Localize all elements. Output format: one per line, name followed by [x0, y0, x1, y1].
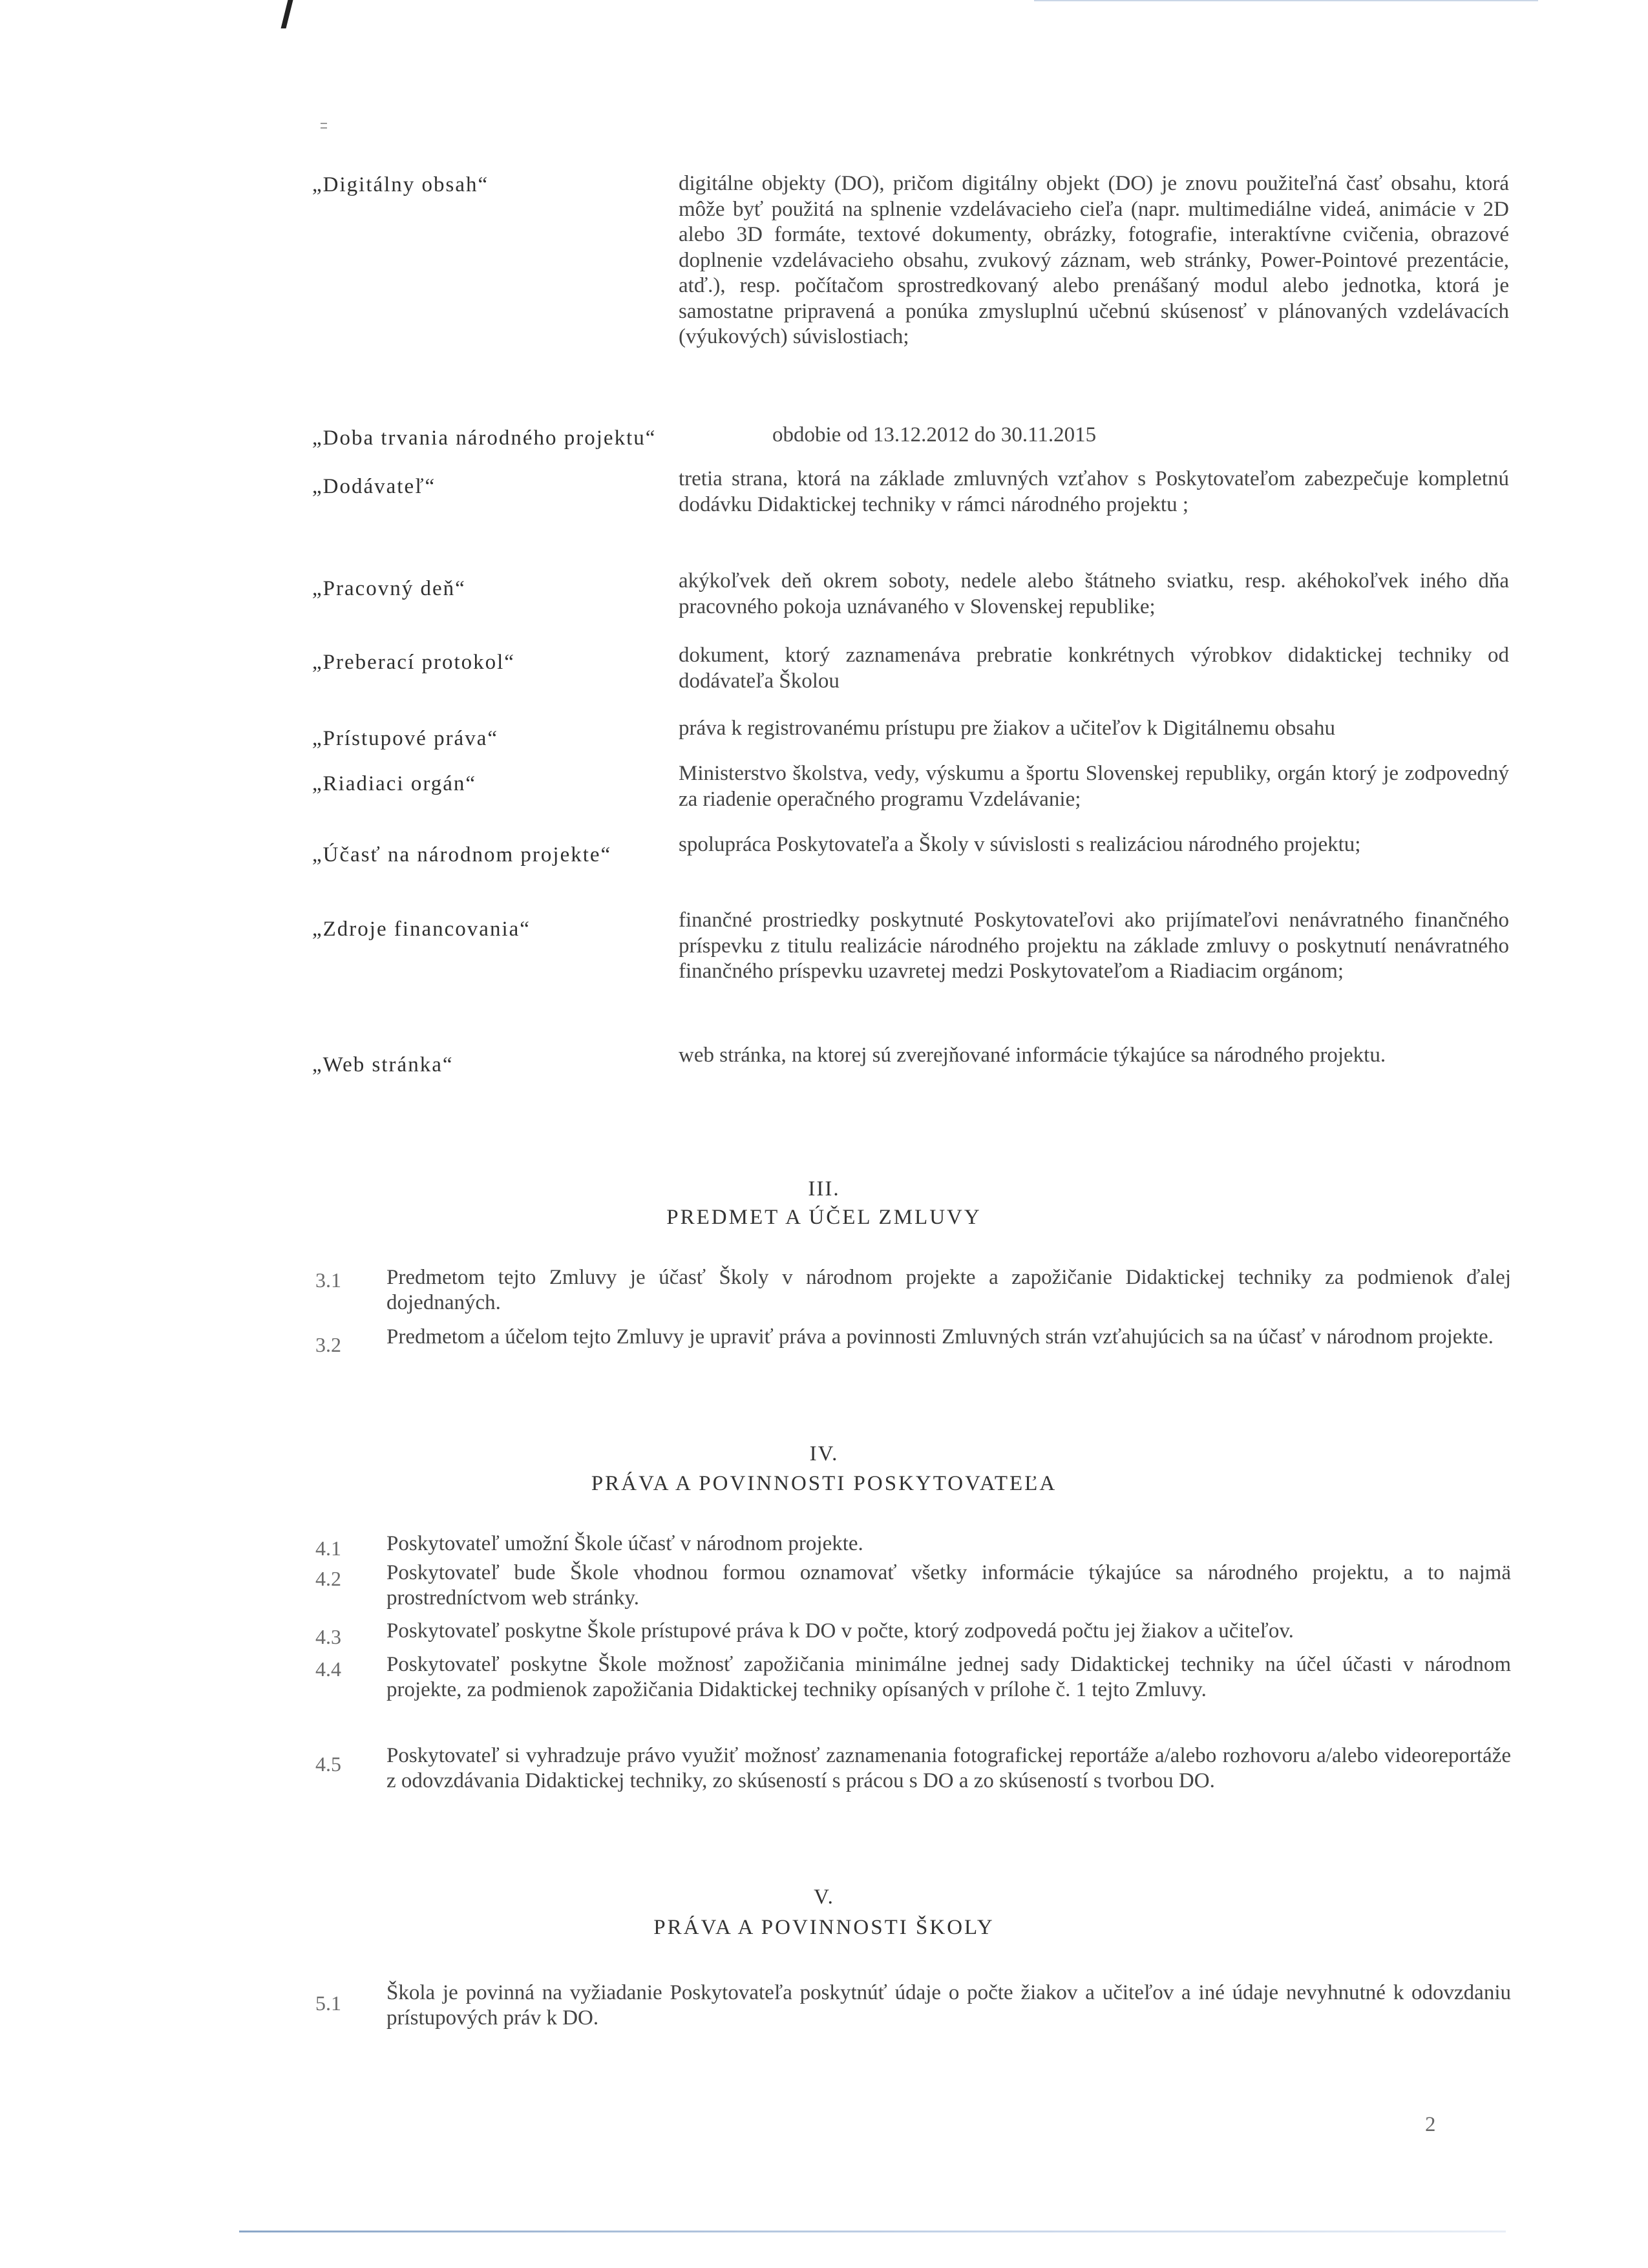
section-title: PRÁVA A POVINNOSTI ŠKOLY — [653, 1916, 995, 1939]
clause-number: 4.4 — [315, 1657, 341, 1681]
definition-text: dokument, ktorý zaznamenáva prebratie konkrétnych výrobkov didaktickej techniky od dodávateľa Školou — [679, 644, 1509, 693]
section-number: III. — [808, 1177, 840, 1201]
definition-text: spolupráca Poskytovateľa a Školy v súvislosti s realizáciou národného projektu; — [679, 833, 1361, 856]
clause-text: Predmetom tejto Zmluvy je účasť Školy v národnom projekte a zapožičanie Didaktickej techniky za podmienok ďalej dojednaných. — [386, 1266, 1511, 1314]
section-number: V. — [814, 1885, 834, 1909]
definition-text: tretia strana, ktorá na základe zmluvných vzťahov s Poskytovateľom zabezpečuje kompletnú dodávku Didaktickej techniky v rámci národného projektu ; — [679, 467, 1509, 516]
clause-number: 4.5 — [315, 1752, 341, 1776]
definition-text: web stránka, na ktorej sú zverejňované informácie týkajúce sa národného projektu. — [679, 1044, 1386, 1067]
definition-text: finančné prostriedky poskytnuté Poskytovateľovi ako prijímateľovi nenávratného finančného príspevku z titulu realizácie národného projektu na základe zmluvy o poskytnutí nenávratného finančného príspevku uzavretej medzi Poskytovateľom a Riadiacim orgánom; — [679, 908, 1509, 983]
clause-number: 3.1 — [315, 1268, 341, 1292]
section-number: IV. — [809, 1442, 839, 1465]
scan-artifact-line-top — [1034, 0, 1538, 1]
scan-artifact-line-bottom — [239, 2231, 1506, 2232]
definition-term: „Riadiaci orgán“ — [312, 772, 477, 795]
definition-term: „Preberací protokol“ — [312, 651, 515, 674]
definition-term: „Doba trvania národného projektu“ — [312, 426, 657, 450]
scan-artifact-mark — [281, 0, 293, 28]
clause-text: Poskytovateľ si vyhradzuje právo využiť možnosť zaznamenania fotografickej reportáže a/alebo rozhovoru a/alebo videoreportáže z odovzdávania Didaktickej techniky, zo skúseností s prácou s DO a zo skúseností s tvorbou DO. — [386, 1744, 1511, 1792]
page-number: 2 — [1425, 2113, 1436, 2136]
definition-term: „Prístupové práva“ — [312, 727, 498, 750]
clause-text: Poskytovateľ poskytne Škole prístupové práva k DO v počte, ktorý zodpovedá počtu jej žiakov a učiteľov. — [386, 1619, 1294, 1643]
definition-term: „Web stránka“ — [312, 1053, 454, 1076]
clause-number: 4.2 — [315, 1567, 341, 1590]
definition-term: „Digitálny obsah“ — [312, 173, 489, 196]
definition-text: práva k registrovanému prístupu pre žiakov a učiteľov k Digitálnemu obsahu — [679, 717, 1335, 740]
clause-number: 3.2 — [315, 1333, 341, 1356]
clause-text: Škola je povinná na vyžiadanie Poskytovateľa poskytnúť údaje o počte žiakov a učiteľov a iné údaje nevyhnutné k odovzdaniu prístupových práv k DO. — [386, 1981, 1511, 2030]
definition-text: digitálne objekty (DO), pričom digitálny objekt (DO) je znovu použiteľná časť obsahu, ktorá môže byť použitá na splnenie vzdelávacieho cieľa (napr. multimediálne videá, animácie v 2D alebo 3D formáte, textové dokumenty, obrázky, fotografie, interaktívne cvičenia, obrazové doplnenie vzdelávacieho obsahu, zvukový záznam, web stránky, Power-Pointové prezentácie, atď.), resp. počítačom sprostredkovaný alebo prenášaný modul alebo jednotka, ktorá je samostatne pripravená a ponúka zmysluplnú učebnú skúsenosť v plánovaných vzdelávacích (výukových) súvislostiach; — [679, 172, 1509, 348]
definition-term: „Zdroje financovania“ — [312, 918, 531, 941]
definition-text: obdobie od 13.12.2012 do 30.11.2015 — [772, 423, 1097, 446]
clause-text: Poskytovateľ umožní Škole účasť v národnom projekte. — [386, 1532, 863, 1555]
section-title: PRÁVA A POVINNOSTI POSKYTOVATEĽA — [591, 1472, 1057, 1495]
definition-term: „Dodávateľ“ — [312, 475, 436, 498]
clause-number: 4.1 — [315, 1537, 341, 1560]
section-title: PREDMET A ÚČEL ZMLUVY — [666, 1206, 982, 1229]
clause-text: Poskytovateľ bude Škole vhodnou formou oznamovať všetky informácie týkajúce sa národného projektu, a to najmä prostredníctvom web stránky. — [386, 1561, 1511, 1610]
definition-text: akýkoľvek deň okrem soboty, nedele alebo štátneho sviatku, resp. akéhokoľvek iného dňa pracovného pokoja uznávaného v Slovenskej republike; — [679, 569, 1509, 618]
clause-number: 5.1 — [315, 1991, 341, 2015]
clause-text: Poskytovateľ poskytne Škole možnosť zapožičania minimálne jednej sady Didaktickej techniky na účel účasti v národnom projekte, za podmienok zapožičania Didaktickej techniky opísaných v prílohe č. 1 tejto Zmluvy. — [386, 1653, 1511, 1701]
definition-term: „Pracovný deň“ — [312, 577, 466, 600]
definition-term: „Účasť na národnom projekte“ — [312, 843, 612, 866]
clause-text: Predmetom a účelom tejto Zmluvy je upraviť práva a povinnosti Zmluvných strán vzťahujúcich sa na účasť v národnom projekte. — [386, 1325, 1494, 1349]
clause-number: 4.3 — [315, 1625, 341, 1648]
definition-text: Ministerstvo školstva, vedy, výskumu a športu Slovenskej republiky, orgán ktorý je zodpovedný za riadenie operačného programu Vzdelávanie; — [679, 762, 1509, 811]
scan-artifact-dot — [321, 123, 327, 129]
